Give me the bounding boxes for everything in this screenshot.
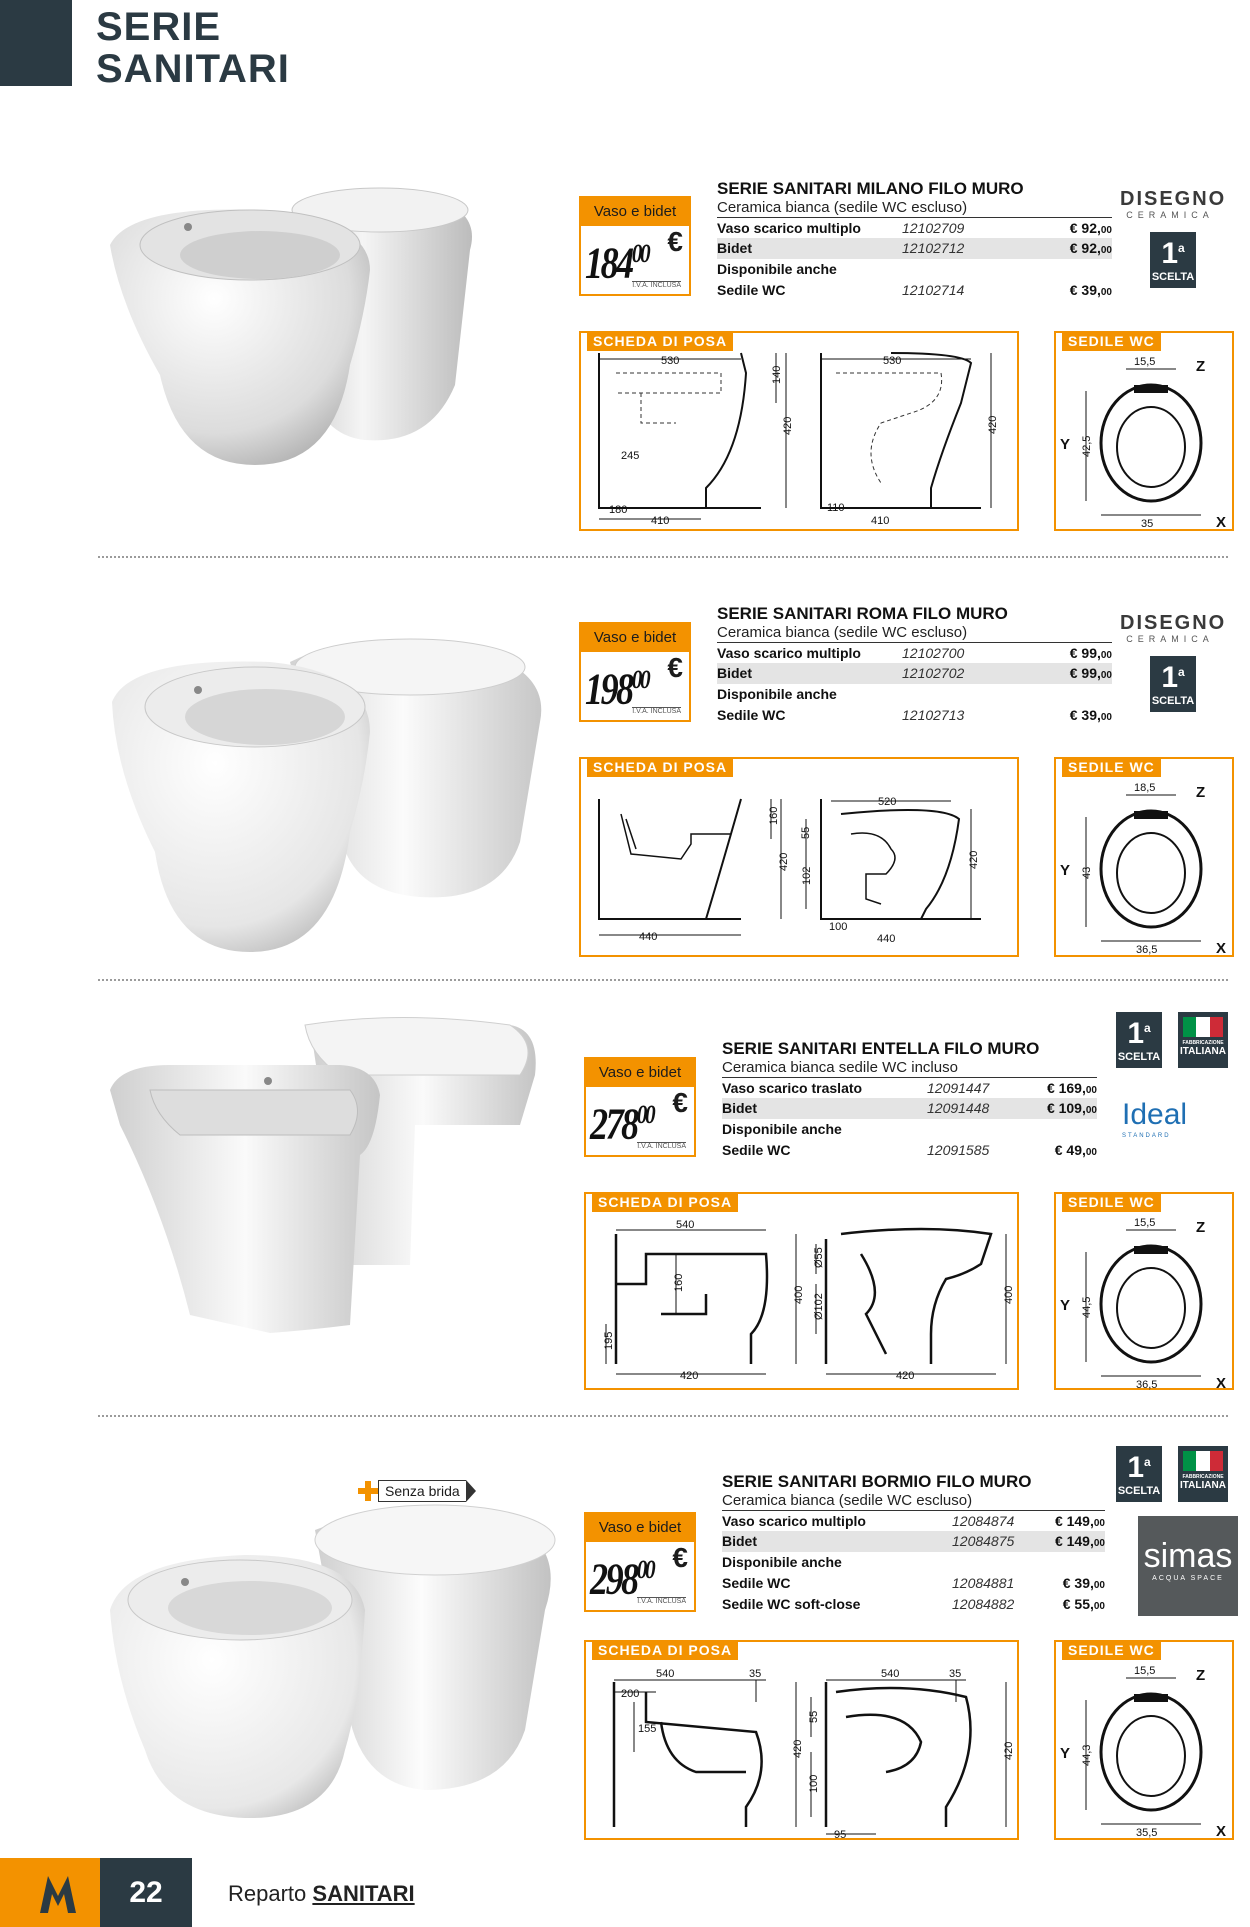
seat-dimension: 43 (1081, 866, 1093, 879)
scheda-di-posa: SCHEDA DI POSA 540 200 35 155 420 540 35 55 100 420 95 (584, 1640, 1019, 1840)
axis-y: Y (1060, 862, 1071, 879)
seat-dimension: 15,5 (1134, 1665, 1156, 1677)
product-info (722, 1472, 1105, 1615)
table-row: Vaso scarico multiplo 12102700 € 99,00 (717, 642, 1112, 663)
dimension-label: 55 (808, 1710, 820, 1723)
seat-dimension: 44,5 (1081, 1296, 1093, 1318)
seat-diagram (1056, 1642, 1236, 1842)
dimension-label: 420 (680, 1370, 699, 1382)
badge-label: Vaso e bidet (581, 624, 689, 652)
dimension-label: 540 (656, 1668, 675, 1680)
table-row: Sedile WC soft-close 12084882 € 55,00 (722, 1596, 1105, 1612)
price-badge (579, 196, 691, 296)
product-title: SERIE SANITARI BORMIO FILO MURO (722, 1472, 1032, 1491)
brand-logo-simas: simas ACQUA SPACE (1138, 1516, 1238, 1616)
dimension-label: 420 (782, 416, 794, 435)
dimension-label: 420 (792, 1739, 804, 1758)
footer-section-label: Reparto SANITARI (228, 1881, 415, 1906)
seat-dimension: 36,5 (1136, 1379, 1158, 1391)
product-subtitle: Ceramica bianca (sedile WC escluso) (722, 1492, 973, 1509)
dimension-label: 140 (771, 365, 783, 384)
axis-y: Y (1060, 1297, 1071, 1314)
italy-flag-icon (1183, 1451, 1223, 1471)
installation-diagram (581, 333, 1021, 533)
product-subtitle: Ceramica bianca (sedile WC escluso) (717, 624, 968, 641)
axis-y: Y (1060, 1745, 1071, 1762)
price-badge (579, 622, 691, 722)
price-badge (584, 1057, 696, 1157)
prima-scelta-badge: 1$^a$ SCELTA (1116, 1012, 1162, 1068)
dimension-label: 100 (829, 921, 848, 933)
currency-symbol: € (667, 226, 683, 257)
dimension-label: 55 (800, 826, 812, 839)
seat-dimension: 18,5 (1134, 782, 1156, 794)
dimension-label: 35 (749, 1668, 762, 1680)
dimension-label: 420 (987, 415, 999, 434)
axis-x: X (1216, 940, 1227, 957)
axis-z: Z (1196, 358, 1206, 375)
dimension-label: 245 (621, 450, 640, 462)
product-info (717, 179, 1112, 301)
product-image-roma (100, 632, 560, 962)
table-row: Bidet 12091448 € 109,00 (722, 1098, 1097, 1119)
table-row: Disponibile anche (722, 1554, 842, 1570)
axis-x: X (1216, 1823, 1227, 1840)
table-row: Disponibile anche (722, 1121, 842, 1137)
product-subtitle: Ceramica bianca sedile WC incluso (722, 1059, 958, 1076)
tag-label: Senza brida (378, 1480, 466, 1502)
dimension-label: 530 (883, 355, 902, 367)
brand-logo-disegno: DISEGNO CERAMICA (1120, 612, 1227, 644)
price-value: $184^{00}$ (585, 238, 649, 288)
dimension-label: 160 (768, 806, 780, 825)
table-row: Bidet 12102702 € 99,00 (717, 663, 1112, 684)
fine-print: I.V.A. INCLUSA (637, 1598, 686, 1605)
dimension-label: 195 (603, 1331, 615, 1350)
dimension-label: 540 (676, 1219, 695, 1231)
installation-diagram (586, 1194, 1021, 1392)
plus-icon (358, 1481, 378, 1501)
seat-diagram (1056, 759, 1236, 959)
senza-brida-tag (358, 1480, 466, 1502)
price-value: $278^{00}$ (590, 1099, 654, 1149)
prima-scelta-badge: 1$^a$ SCELTA (1150, 656, 1196, 712)
dimension-label: 35 (949, 1668, 962, 1680)
dimension-label: 102 (801, 866, 813, 885)
seat-dimension: 15,5 (1134, 356, 1156, 368)
dimension-label: 200 (621, 1688, 640, 1700)
product-image-bormio (105, 1500, 565, 1820)
dimension-label: 110 (827, 502, 845, 514)
table-row: Bidet 12084875 € 149,00 (722, 1531, 1105, 1552)
header-block (0, 0, 72, 86)
sedile-wc-panel: SEDILE WC 15,5 44,3 35,5 Z X Y (1054, 1640, 1234, 1840)
badge-label: Vaso e bidet (581, 198, 689, 226)
seat-diagram (1056, 1194, 1236, 1392)
product-image-milano (100, 185, 500, 475)
currency-symbol: € (667, 652, 683, 683)
divider (98, 1415, 1228, 1417)
table-row: Sedile WC 12091585 € 49,00 (722, 1142, 1097, 1158)
divider (98, 979, 1228, 981)
seat-dimension: 36,5 (1136, 944, 1158, 956)
axis-y: Y (1060, 436, 1071, 453)
italy-flag-icon (1183, 1017, 1223, 1037)
brand-m-logo (0, 1858, 100, 1927)
table-row: Sedile WC 12102713 € 39,00 (717, 707, 1112, 723)
dimension-label: 420 (968, 850, 980, 869)
dimension-label: 520 (878, 796, 897, 808)
table-row: Disponibile anche (717, 686, 837, 702)
m-logo-icon (0, 1858, 100, 1927)
brand-logo-ideal-standard: Ideal STANDARD (1122, 1098, 1188, 1139)
product-image-entella (110, 1015, 560, 1335)
seat-dimension: 42,5 (1081, 435, 1093, 457)
table-row: Vaso scarico multiplo 12084874 € 149,00 (722, 1510, 1105, 1531)
axis-z: Z (1196, 1667, 1206, 1684)
dimension-label: 400 (1003, 1285, 1015, 1304)
installation-diagram (581, 759, 1021, 959)
table-row: Vaso scarico multiplo 12102709 € 92,00 (717, 217, 1112, 238)
page-title (96, 6, 290, 90)
brand-logo-disegno: DISEGNO CERAMICA (1120, 188, 1227, 220)
product-title: SERIE SANITARI ROMA FILO MURO (717, 604, 1008, 623)
dimension-label: 400 (793, 1285, 805, 1304)
dimension-label: 95 (834, 1829, 847, 1841)
seat-dimension: 15,5 (1134, 1217, 1156, 1229)
price-value: $298^{00}$ (590, 1554, 654, 1604)
fine-print: I.V.A. INCLUSA (632, 708, 681, 715)
axis-x: X (1216, 1375, 1227, 1392)
scheda-di-posa: SCHEDA DI POSA 540 160 400 195 420 Ø55 Ø102 400 420 (584, 1192, 1019, 1390)
seat-dimension: 35 (1141, 518, 1154, 530)
dimension-label: 530 (661, 355, 680, 367)
dimension-label: Ø55 (813, 1247, 825, 1268)
dimension-label: 540 (881, 1668, 900, 1680)
title-line-1: SERIE (96, 5, 222, 49)
seat-dimension: 44,3 (1081, 1744, 1093, 1766)
prima-scelta-badge: 1$^a$ SCELTA (1116, 1446, 1162, 1502)
product-info (722, 1039, 1097, 1161)
price-badge (584, 1512, 696, 1612)
scheda-di-posa: SCHEDA DI POSA 530 140 420 245 180 410 530 420 110 410 (579, 331, 1019, 531)
dimension-label: 100 (808, 1774, 820, 1793)
dimension-label: 440 (877, 933, 896, 945)
page-number: 22 (100, 1858, 192, 1927)
title-line-2: SANITARI (96, 47, 290, 91)
price-value: $198^{00}$ (585, 664, 649, 714)
prima-scelta-badge: 1$^a$ SCELTA (1150, 232, 1196, 288)
product-title: SERIE SANITARI ENTELLA FILO MURO (722, 1039, 1040, 1058)
axis-z: Z (1196, 784, 1206, 801)
badge-label: Vaso e bidet (586, 1514, 694, 1542)
fine-print: I.V.A. INCLUSA (637, 1143, 686, 1150)
dimension-label: 420 (896, 1370, 915, 1382)
dimension-label: 420 (778, 852, 790, 871)
product-info (717, 604, 1112, 726)
dimension-label: 180 (609, 504, 628, 516)
seat-diagram (1056, 333, 1236, 533)
dimension-label: 440 (639, 931, 658, 943)
dimension-label: 160 (673, 1273, 685, 1292)
sedile-wc-panel: SEDILE WC 15,5 44,5 36,5 Z X Y (1054, 1192, 1234, 1390)
table-row: Bidet 12102712 € 92,00 (717, 238, 1112, 259)
table-row: Disponibile anche (717, 261, 837, 277)
dimension-label: 155 (638, 1723, 657, 1735)
dimension-label: 410 (871, 515, 890, 527)
product-title: SERIE SANITARI MILANO FILO MURO (717, 179, 1024, 198)
table-row: Sedile WC 12102714 € 39,00 (717, 282, 1112, 298)
installation-diagram (586, 1642, 1021, 1842)
made-in-italy-badge: FABBRICAZIONE ITALIANA (1178, 1012, 1228, 1068)
axis-z: Z (1196, 1219, 1206, 1236)
fine-print: I.V.A. INCLUSA (632, 282, 681, 289)
divider (98, 556, 1228, 558)
product-subtitle: Ceramica bianca (sedile WC escluso) (717, 199, 968, 216)
badge-label: Vaso e bidet (586, 1059, 694, 1087)
table-row: Vaso scarico traslato 12091447 € 169,00 (722, 1077, 1097, 1098)
scheda-di-posa: SCHEDA DI POSA 160 420 440 520 55 102 420 100 440 (579, 757, 1019, 957)
dimension-label: 420 (1003, 1741, 1015, 1760)
seat-dimension: 35,5 (1136, 1827, 1158, 1839)
dimension-label: 410 (651, 515, 670, 527)
sedile-wc-panel: SEDILE WC 18,5 43 36,5 Z X Y (1054, 757, 1234, 957)
currency-symbol: € (672, 1542, 688, 1573)
axis-x: X (1216, 514, 1227, 531)
sedile-wc-panel: SEDILE WC 15,5 42,5 35 Z X Y (1054, 331, 1234, 531)
currency-symbol: € (672, 1087, 688, 1118)
dimension-label: Ø102 (813, 1293, 825, 1320)
table-row: Sedile WC 12084881 € 39,00 (722, 1575, 1105, 1591)
made-in-italy-badge: FABBRICAZIONE ITALIANA (1178, 1446, 1228, 1502)
